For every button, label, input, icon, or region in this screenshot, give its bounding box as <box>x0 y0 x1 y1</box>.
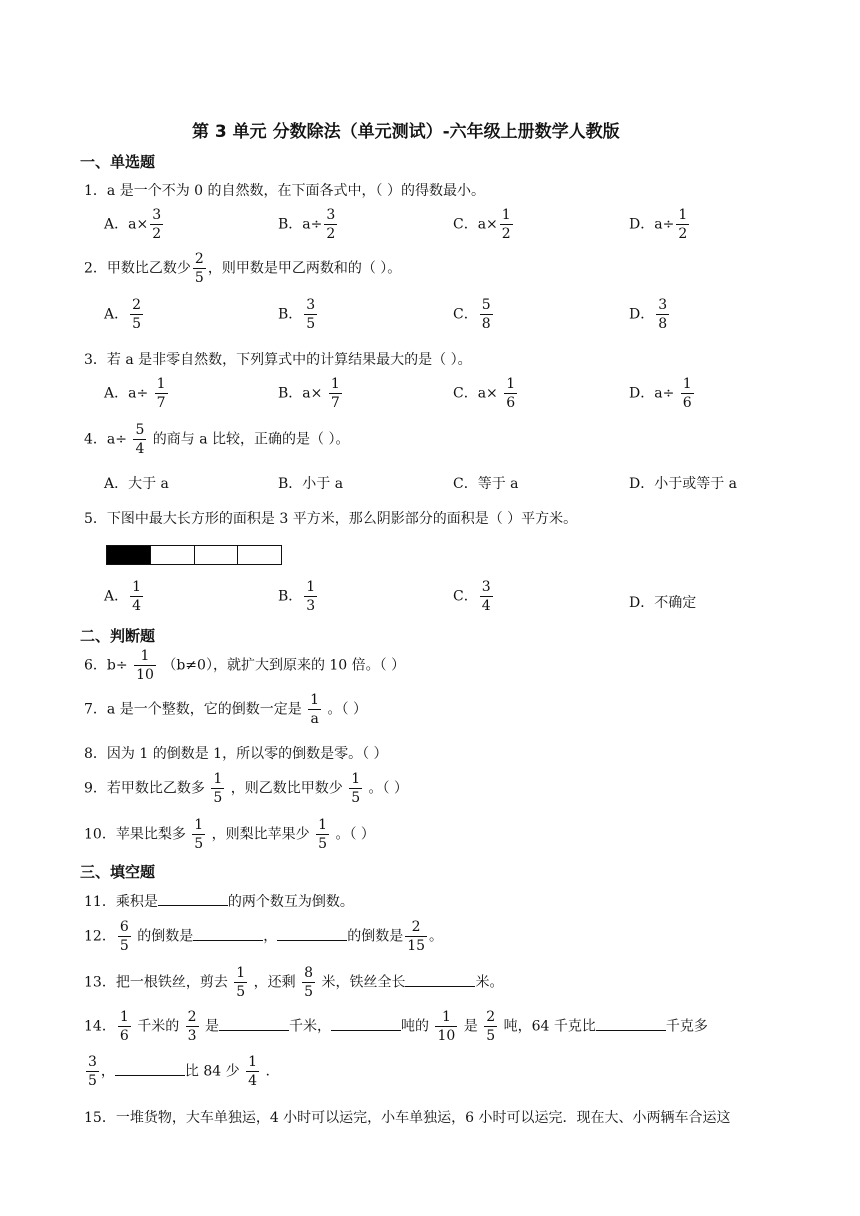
q4-option-d: D．小于或等于 a <box>629 476 738 492</box>
fraction: $\frac{2}{5}$ <box>486 1009 496 1044</box>
fraction: $\frac{1}{10}$ <box>437 1009 456 1044</box>
q1-option-a: A．a× $\frac{3}{2}$ <box>104 207 162 242</box>
unshaded-part <box>194 546 238 564</box>
shaded-rectangle-figure <box>106 545 282 565</box>
question-3-stem: 3．若 a 是非零自然数，下列算式中的计算结果最大的是（ ）。 <box>84 352 472 368</box>
answer-blank[interactable] <box>277 926 347 941</box>
question-11: 11．乘积是 的两个数互为倒数。 <box>84 891 354 911</box>
fraction: $\frac{1}{4}$ <box>248 1054 258 1089</box>
answer-blank[interactable] <box>405 972 475 987</box>
fraction: $\frac{1}{5}$ <box>318 817 328 852</box>
fraction: $\frac{1}{4}$ <box>132 579 142 614</box>
section-heading-single-choice: 一、单选题 <box>80 153 156 171</box>
fraction: $\frac{1}{5}$ <box>351 771 361 806</box>
fraction: $\frac{8}{5}$ <box>304 965 314 1000</box>
fraction: $\frac{1}{2}$ <box>678 207 688 242</box>
answer-blank[interactable] <box>219 1016 289 1031</box>
fraction: $\frac{1}{a}$ <box>310 692 320 727</box>
question-2-stem: 2．甲数比乙数少 $\frac{2}{5}$ ，则甲数是甲乙两数和的（ ）。 <box>84 251 402 286</box>
question-5-stem: 5．下图中最大长方形的面积是 3 平方米，那么阴影部分的面积是（ ）平方米。 <box>84 511 578 527</box>
q2-option-c: C． $\frac{5}{8}$ <box>453 297 491 332</box>
question-4-stem: 4．a÷ $\frac{5}{4}$ 的商与 a 比较，正确的是（ ）。 <box>84 422 350 457</box>
question-9: 9．若甲数比乙数多 $\frac{1}{5}$ ，则乙数比甲数少 $\frac{1}{5}$ 。（ ） <box>84 771 409 806</box>
fraction: $\frac{5}{8}$ <box>481 297 491 332</box>
question-6: 6．b÷ $\frac{1}{10}$ （b≠0），就扩大到原来的 10 倍。（ ） <box>84 648 406 683</box>
q5-option-d: D．不确定 <box>629 595 697 611</box>
answer-blank[interactable] <box>158 891 228 906</box>
fraction: $\frac{1}{6}$ <box>682 376 692 411</box>
unshaded-part <box>150 546 194 564</box>
fraction: $\frac{5}{4}$ <box>135 422 145 457</box>
q2-option-b: B． $\frac{3}{5}$ <box>278 297 316 332</box>
fraction: $\frac{1}{2}$ <box>501 207 511 242</box>
fraction: $\frac{3}{8}$ <box>658 297 668 332</box>
answer-blank[interactable] <box>331 1016 401 1031</box>
q4-option-a: A．大于 a <box>104 476 169 492</box>
q1-option-c: C．a× $\frac{1}{2}$ <box>453 207 511 242</box>
q4-option-c: C．等于 a <box>453 476 519 492</box>
fraction: $\frac{2}{5}$ <box>132 297 142 332</box>
section-heading-fill-in: 三、填空题 <box>80 863 156 881</box>
q3-option-b: B．a× $\frac{1}{7}$ <box>278 376 340 411</box>
q3-option-a: A．a÷ $\frac{1}{7}$ <box>104 376 166 411</box>
fraction: $\frac{1}{5}$ <box>213 771 223 806</box>
question-12: 12． $\frac{6}{5}$ 的倒数是 ， 的倒数是 $\frac{2}{15}$ 。 <box>84 919 444 954</box>
fraction: $\frac{6}{5}$ <box>119 919 129 954</box>
fraction: $\frac{3}{5}$ <box>88 1054 97 1089</box>
fraction: $\frac{1}{6}$ <box>119 1009 129 1044</box>
q1-option-d: D．a÷ $\frac{1}{2}$ <box>629 207 688 242</box>
q5-option-a: A． $\frac{1}{4}$ <box>104 579 142 614</box>
question-14-line-1: 14． $\frac{1}{6}$ 千米的 $\frac{2}{3}$ 是 千米， 吨的 $\frac{1}{10}$ 是 $\frac{2}{5}$ 吨，64 千克比 千克多 <box>84 1009 708 1044</box>
fraction: $\frac{3}{5}$ <box>306 297 316 332</box>
q5-option-b: B． $\frac{1}{3}$ <box>278 579 316 614</box>
q4-option-b: B．小于 a <box>278 476 344 492</box>
q1-option-b: B．a÷ $\frac{3}{2}$ <box>278 207 336 242</box>
fraction: $\frac{3}{2}$ <box>326 207 336 242</box>
fraction: $\frac{2}{5}$ <box>194 251 204 286</box>
fraction: $\frac{1}{5}$ <box>194 817 204 852</box>
question-14-line-2: $\frac{3}{5}$ ， 比 84 少 $\frac{1}{4}$ . <box>88 1054 270 1089</box>
q5-option-c: C． $\frac{3}{4}$ <box>453 579 491 614</box>
answer-blank[interactable] <box>115 1061 185 1076</box>
question-13: 13．把一根铁丝，剪去 $\frac{1}{5}$ ，还剩 $\frac{8}{5}$ 米，铁丝全长 米。 <box>84 965 504 1000</box>
q3-option-c: C．a× $\frac{1}{6}$ <box>453 376 516 411</box>
fraction: $\frac{2}{15}$ <box>407 919 426 954</box>
question-7: 7．a 是一个整数，它的倒数一定是 $\frac{1}{a}$ 。（ ） <box>84 692 367 727</box>
answer-blank[interactable] <box>596 1016 666 1031</box>
q2-option-a: A． $\frac{2}{5}$ <box>104 297 142 332</box>
fraction: $\frac{3}{2}$ <box>152 207 162 242</box>
document-title: 第 3 单元 分数除法（单元测试）-六年级上册数学人教版 <box>192 122 620 142</box>
fraction: $\frac{1}{5}$ <box>236 965 246 1000</box>
question-15: 15．一堆货物，大车单独运，4 小时可以运完，小车单独运，6 小时可以运完．现在大、小两辆车合运这 <box>84 1110 731 1126</box>
fraction: $\frac{1}{10}$ <box>136 648 154 683</box>
question-1-stem: 1．a 是一个不为 0 的自然数，在下面各式中，（ ）的得数最小。 <box>84 183 485 199</box>
section-heading-true-false: 二、判断题 <box>80 627 156 645</box>
fraction: $\frac{1}{7}$ <box>156 376 166 411</box>
fraction: $\frac{1}{7}$ <box>330 376 340 411</box>
q2-option-d: D． $\frac{3}{8}$ <box>629 297 668 332</box>
fraction: $\frac{2}{3}$ <box>187 1009 197 1044</box>
question-8: 8．因为 1 的倒数是 1，所以零的倒数是零。（ ） <box>84 746 388 762</box>
unshaded-part <box>237 546 281 564</box>
shaded-part <box>107 546 150 564</box>
answer-blank[interactable] <box>193 926 263 941</box>
fraction: $\frac{1}{3}$ <box>306 579 316 614</box>
fraction: $\frac{1}{6}$ <box>506 376 516 411</box>
question-10: 10．苹果比梨多 $\frac{1}{5}$ ，则梨比苹果少 $\frac{1}{5}$ 。（ ） <box>84 817 375 852</box>
q3-option-d: D．a÷ $\frac{1}{6}$ <box>629 376 692 411</box>
fraction: $\frac{3}{4}$ <box>481 579 491 614</box>
